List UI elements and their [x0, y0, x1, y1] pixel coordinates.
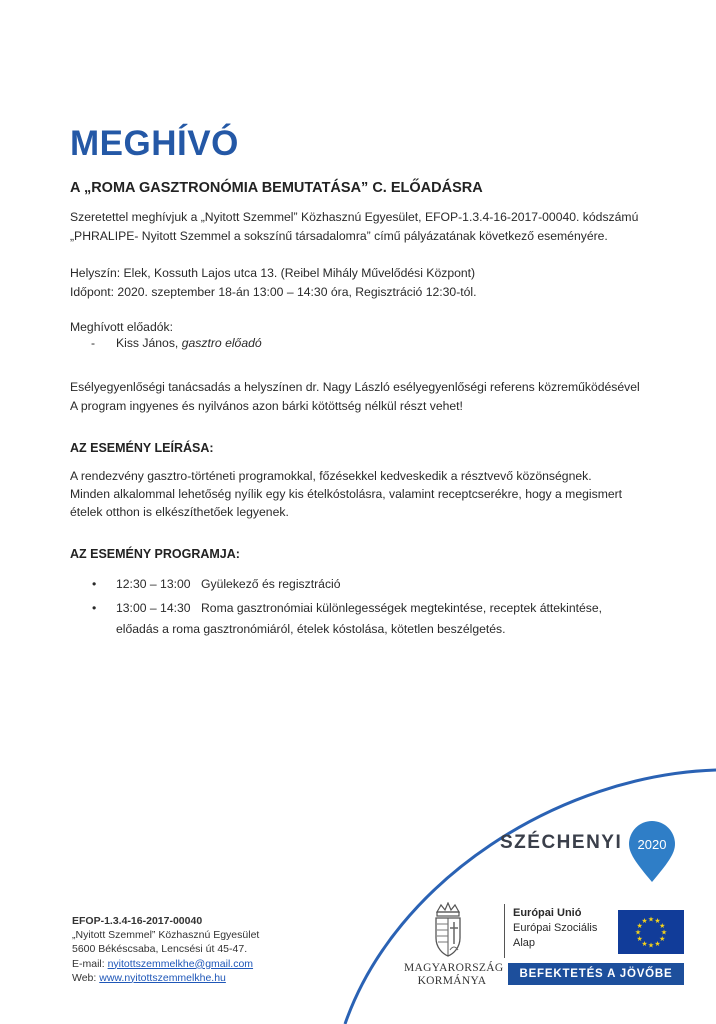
description-line-3: ételek otthon is elkészíthetőek legyenek.	[70, 505, 289, 519]
szechenyi-year: 2020	[637, 837, 667, 852]
equal-line-1: Esélyegyenlőségi tanácsadás a helyszínen dr. Nagy László esélyegyenlőségi referens közreműködésével	[70, 380, 640, 394]
program-item-2-text: Roma gasztronómiai különlegességek megtekintése, receptek áttekintése,	[201, 601, 603, 615]
eu-star-icon: ★	[654, 940, 661, 948]
hungarian-crest-icon	[431, 902, 465, 958]
eu-line-2: Európai Szociális	[513, 922, 598, 934]
eu-flag-icon	[618, 910, 684, 954]
eu-star-icon: ★	[660, 929, 668, 937]
bullet-icon: •	[92, 577, 97, 591]
szechenyi-logo-text: SZÉCHENYI	[500, 832, 623, 853]
eu-star-icon: ★	[647, 916, 655, 924]
invest-banner: BEFEKTETÉS A JÖVŐBE	[508, 963, 684, 985]
speakers-label: Meghívott előadók:	[70, 320, 173, 334]
web-link[interactable]: www.nyitottszemmelkhe.hu	[99, 971, 226, 984]
speaker-name: Kiss János,	[116, 336, 179, 350]
eu-star-icon: ★	[654, 918, 661, 926]
intro-line-1: Szeretettel meghívjuk a „Nyitott Szemmel” Közhasznú Egyesület, EFOP-1.3.4-16-2017-00040. kódszámú	[70, 210, 639, 224]
speaker-dash: -	[91, 336, 96, 350]
description-line-1: A rendezvény gasztro-történeti programokkal, főzésekkel kedveskedik a résztvevő közönségnek.	[70, 469, 592, 483]
szechenyi-pin-icon	[627, 820, 677, 884]
org-address: 5600 Békéscsaba, Lencsési út 45-47.	[72, 943, 248, 956]
speaker-role: gasztro előadó	[181, 336, 262, 350]
program-heading: AZ ESEMÉNY PROGRAMJA:	[70, 547, 240, 561]
eu-star-icon: ★	[636, 936, 643, 943]
eu-star-icon: ★	[641, 940, 648, 948]
intro-line-2: „PHRALIPE- Nyitott Szemmel a sokszínű társadalomra” című pályázatának következő eseményére.	[70, 229, 608, 243]
org-name: „Nyitott Szemmel” Közhasznú Egyesület	[72, 929, 260, 942]
eu-star-icon: ★	[641, 918, 648, 926]
eu-line-3: Alap	[513, 937, 536, 949]
footer-divider	[504, 904, 505, 958]
government-line-2: KORMÁNYA	[417, 975, 487, 987]
bullet-icon: •	[92, 601, 97, 615]
email-link[interactable]: nyitottszemmelkhe@gmail.com	[107, 957, 254, 970]
email-row	[72, 957, 259, 971]
description-heading: AZ ESEMÉNY LEÍRÁSA:	[70, 441, 214, 455]
equal-line-2: A program ingyenes és nyilvános azon bárki kötöttség nélkül részt vehet!	[70, 399, 463, 413]
eu-label	[513, 906, 597, 951]
program-item-1-time: 12:30 – 13:00	[116, 577, 191, 591]
project-code: EFOP-1.3.4-16-2017-00040	[72, 915, 203, 927]
description-line-2: Minden alkalommal lehetőség nyílik egy kis ételkóstolásra, valamint receptcserékre, hogy a megismert	[70, 487, 623, 501]
page-subtitle: A „ROMA GASZTRONÓMIA BEMUTATÁSA” C. ELŐADÁSRA	[70, 180, 483, 196]
page-title: MEGHÍVÓ	[70, 124, 239, 163]
eu-star-icon: ★	[659, 936, 666, 943]
web-row	[72, 971, 259, 985]
contact-block	[72, 914, 259, 985]
program-item-1-text: Gyülekező és regisztráció	[201, 577, 341, 591]
web-label: Web:	[72, 971, 97, 984]
time-text: Időpont: 2020. szeptember 18-án 13:00 – 14:30 óra, Regisztráció 12:30-tól.	[70, 285, 477, 299]
eu-line-1: Európai Unió	[513, 907, 582, 919]
email-label: E-mail:	[72, 957, 105, 970]
government-line-1: MAGYARORSZÁG	[404, 962, 504, 974]
eu-star-icon: ★	[647, 942, 655, 950]
eu-star-icon: ★	[659, 923, 666, 930]
program-item-2-continuation: előadás a roma gasztronómiáról, ételek kóstolása, kötetlen beszélgetés.	[116, 622, 506, 636]
eu-star-icon: ★	[636, 923, 643, 930]
government-label	[404, 962, 504, 988]
eu-star-icon: ★	[634, 929, 642, 937]
location-text: Helyszín: Elek, Kossuth Lajos utca 13. (Reibel Mihály Művelődési Központ)	[70, 266, 476, 280]
program-item-2-time: 13:00 – 14:30	[116, 601, 191, 615]
